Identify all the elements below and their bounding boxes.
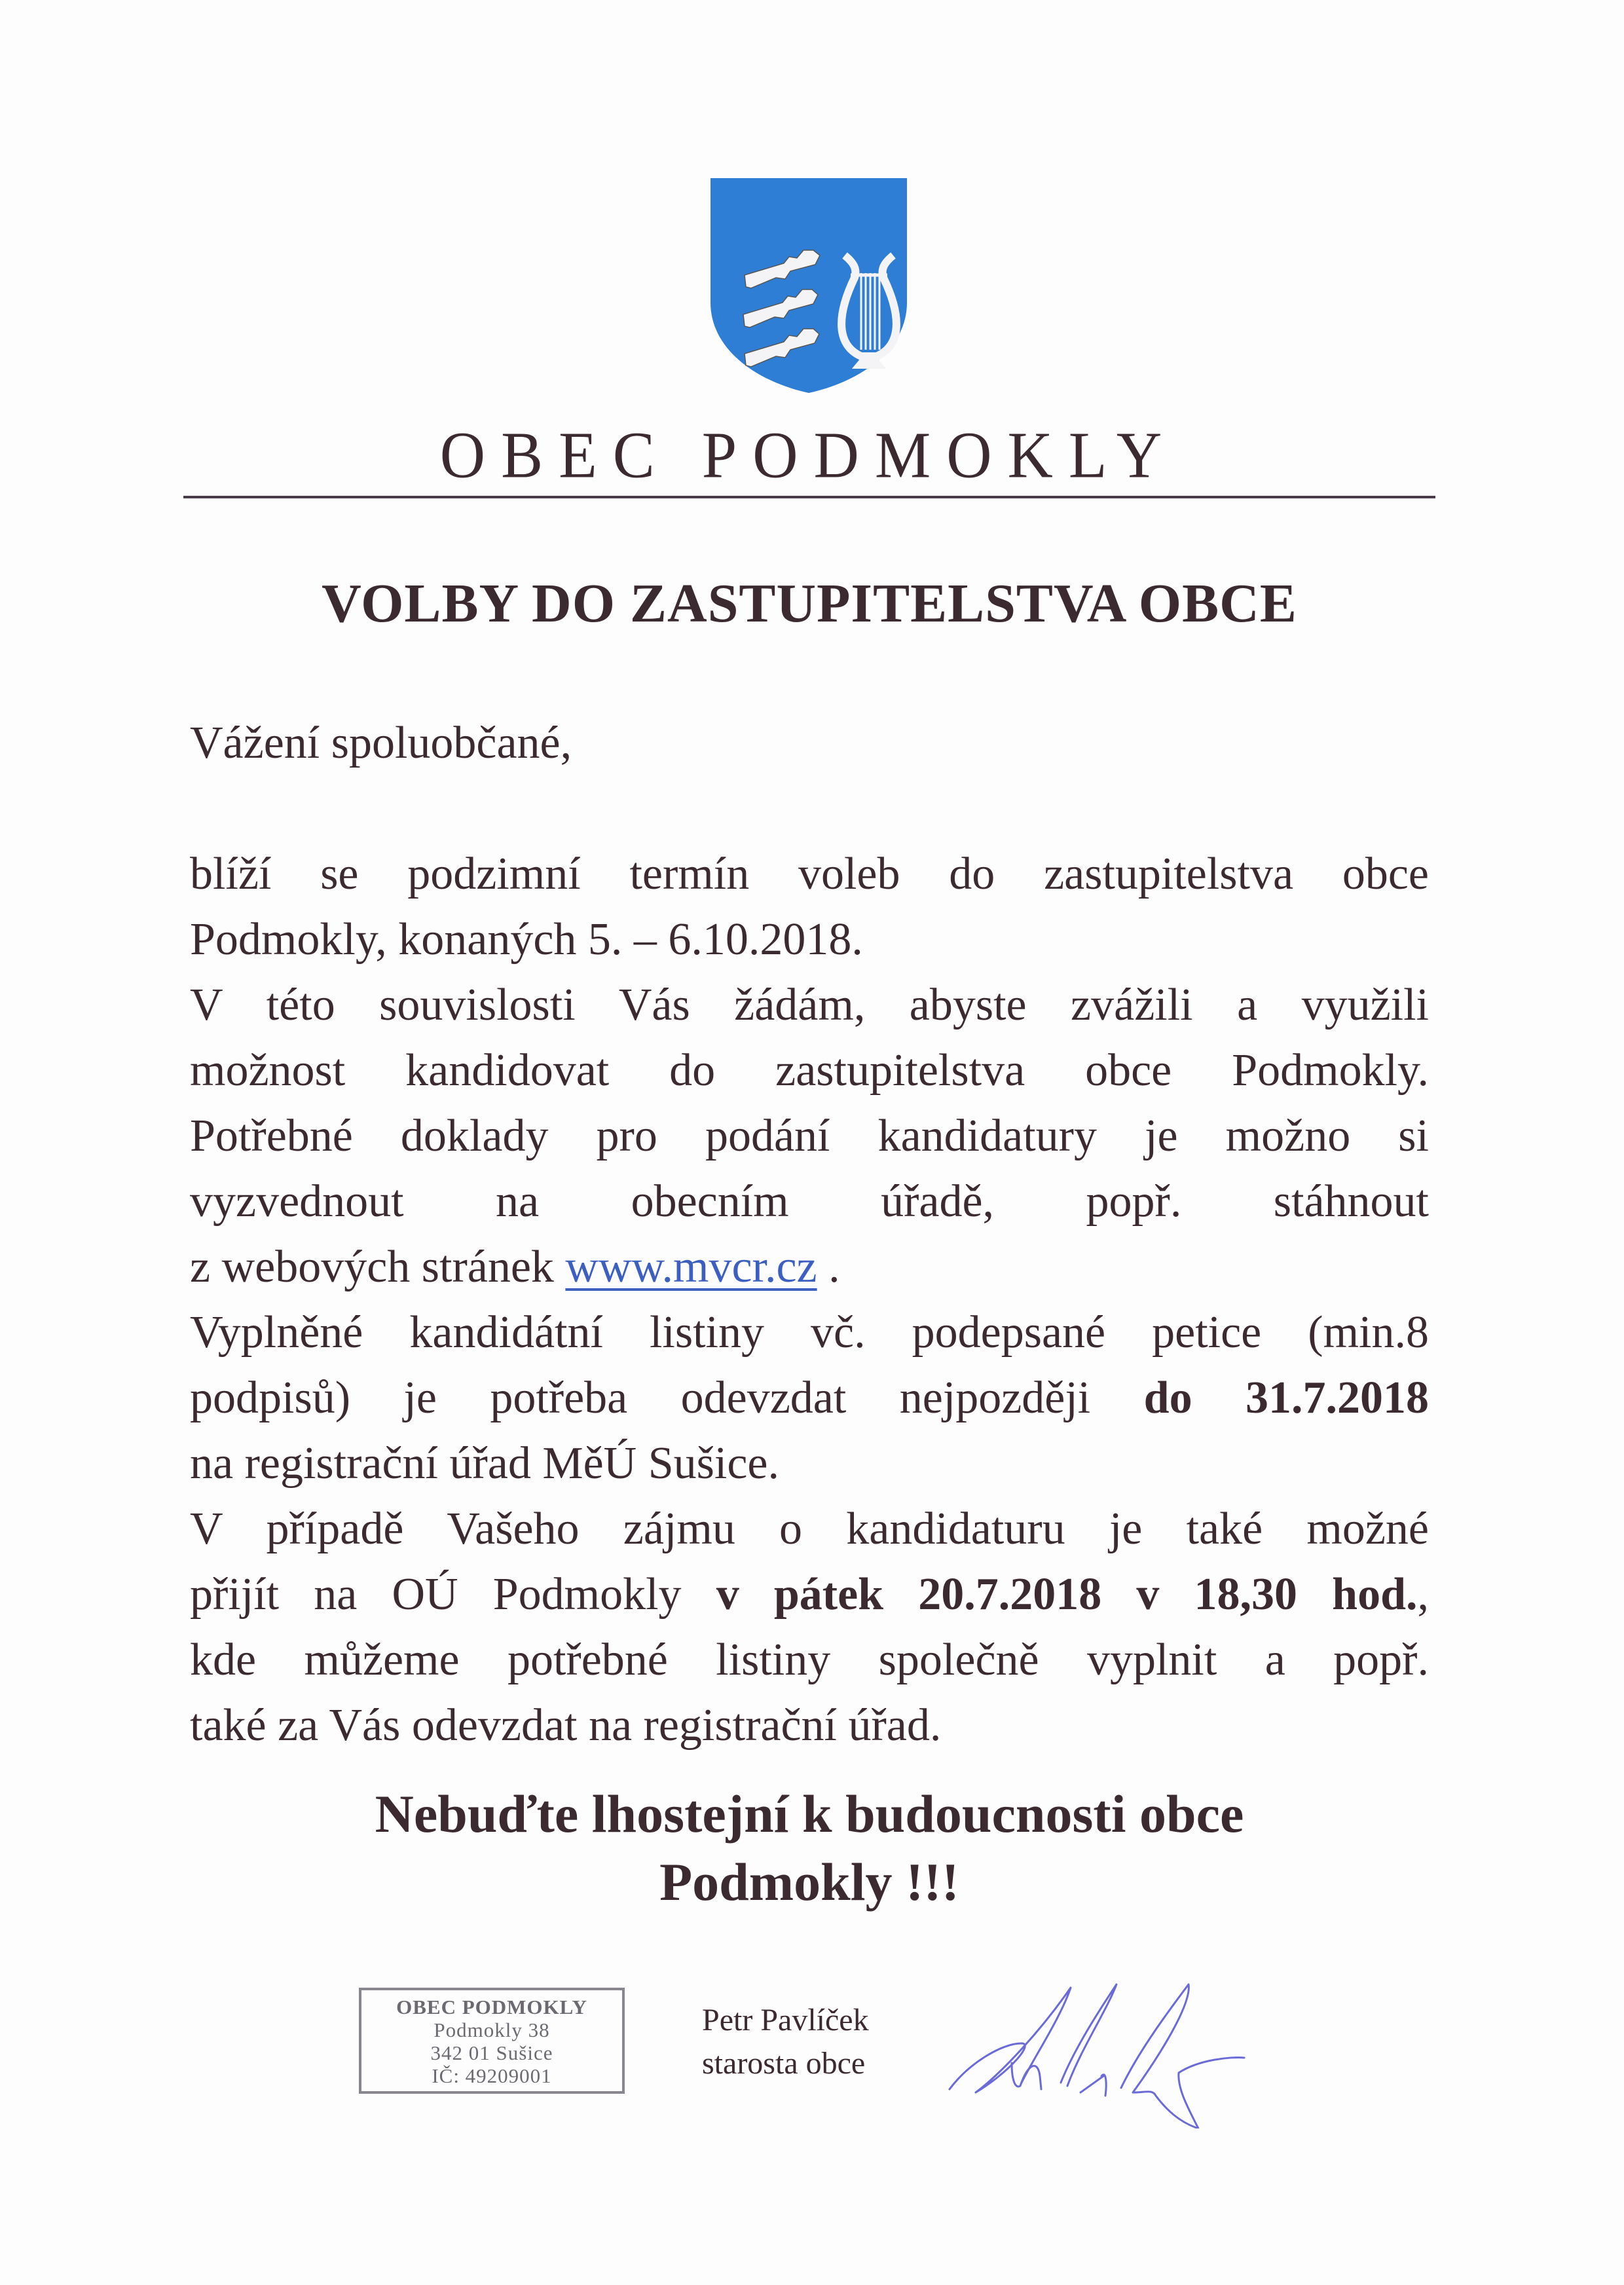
stamp-ico: IČ: 49209001 xyxy=(432,2064,552,2087)
official-stamp xyxy=(359,1988,625,2094)
link-suffix: . xyxy=(817,1242,840,1292)
body-line: blíží se podzimní termín voleb do zastupitelstva obce xyxy=(190,849,1429,899)
body-line: na registrační úřad MěÚ Sušice. xyxy=(190,1438,779,1489)
stamp-city: 342 01 Sušice xyxy=(430,2041,553,2064)
body-line: vyzvednout na obecním úřadě, popř. stáhnout xyxy=(190,1176,1429,1227)
body-line: Podmokly, konaných 5. – 6.10.2018. xyxy=(190,914,863,965)
signer-name: Petr Pavlíček xyxy=(702,2003,869,2037)
municipality-name: OBEC PODMOKLY xyxy=(439,418,1178,492)
signature-stroke-4 xyxy=(1080,2075,1106,2096)
signature-stroke-1 xyxy=(950,1988,1071,2092)
meeting-prefix: přijít na OÚ Podmokly xyxy=(190,1569,716,1620)
stamp-address: Podmokly 38 xyxy=(434,2018,550,2041)
link-line xyxy=(190,1235,1429,1300)
deadline-prefix: podpisů) je potřeba odevzdat nejpozději xyxy=(190,1373,1144,1423)
closing-appeal xyxy=(183,1780,1435,1916)
coat-of-arms-icon xyxy=(705,172,912,394)
body-line: V této souvislosti Vás žádám, abyste zvážili a využili xyxy=(190,980,1429,1030)
link-prefix: z webových stránek xyxy=(190,1242,566,1292)
meeting-suffix: , xyxy=(1417,1569,1430,1620)
signature-stroke-5 xyxy=(1121,1984,1244,2128)
meeting-datetime: v pátek 20.7.2018 v 18,30 hod. xyxy=(716,1569,1418,1620)
signature-stroke-2 xyxy=(1012,2063,1041,2089)
letter-body xyxy=(190,711,1429,1758)
body-line: kde můžeme potřebné listiny společně vyplnit a popř. xyxy=(190,1635,1429,1685)
closing-line-1: Nebuďte lhostejní k budoucnosti obce xyxy=(375,1784,1244,1844)
stamp-title: OBEC PODMOKLY xyxy=(396,1996,587,2018)
signature-icon xyxy=(930,1958,1401,2128)
deadline-line xyxy=(190,1365,1429,1431)
mvcr-link[interactable]: www.mvcr.cz xyxy=(565,1242,817,1292)
closing-line-2: Podmokly !!! xyxy=(659,1852,959,1912)
body-line: V případě Vašeho zájmu o kandidaturu je také možné xyxy=(190,1504,1429,1554)
deadline-date: do 31.7.2018 xyxy=(1143,1373,1429,1423)
signature-stroke-3 xyxy=(1061,1984,1116,2086)
body-line: Vyplněné kandidátní listiny vč. podepsané petice (min.8 xyxy=(190,1307,1429,1358)
page-title: VOLBY DO ZASTUPITELSTVA OBCE xyxy=(322,573,1297,634)
greeting: Vážení spoluobčané, xyxy=(190,718,572,768)
body-line: možnost kandidovat do zastupitelstva obce Podmokly. xyxy=(190,1045,1429,1096)
meeting-line xyxy=(190,1562,1429,1627)
header-divider xyxy=(183,496,1435,498)
body-line: také za Vás odevzdat na registrační úřad. xyxy=(190,1700,942,1751)
body-line: Potřebné doklady pro podání kandidatury je možno si xyxy=(190,1111,1429,1161)
signer-role: starosta obce xyxy=(702,2046,866,2081)
signer-block xyxy=(702,1999,869,2085)
